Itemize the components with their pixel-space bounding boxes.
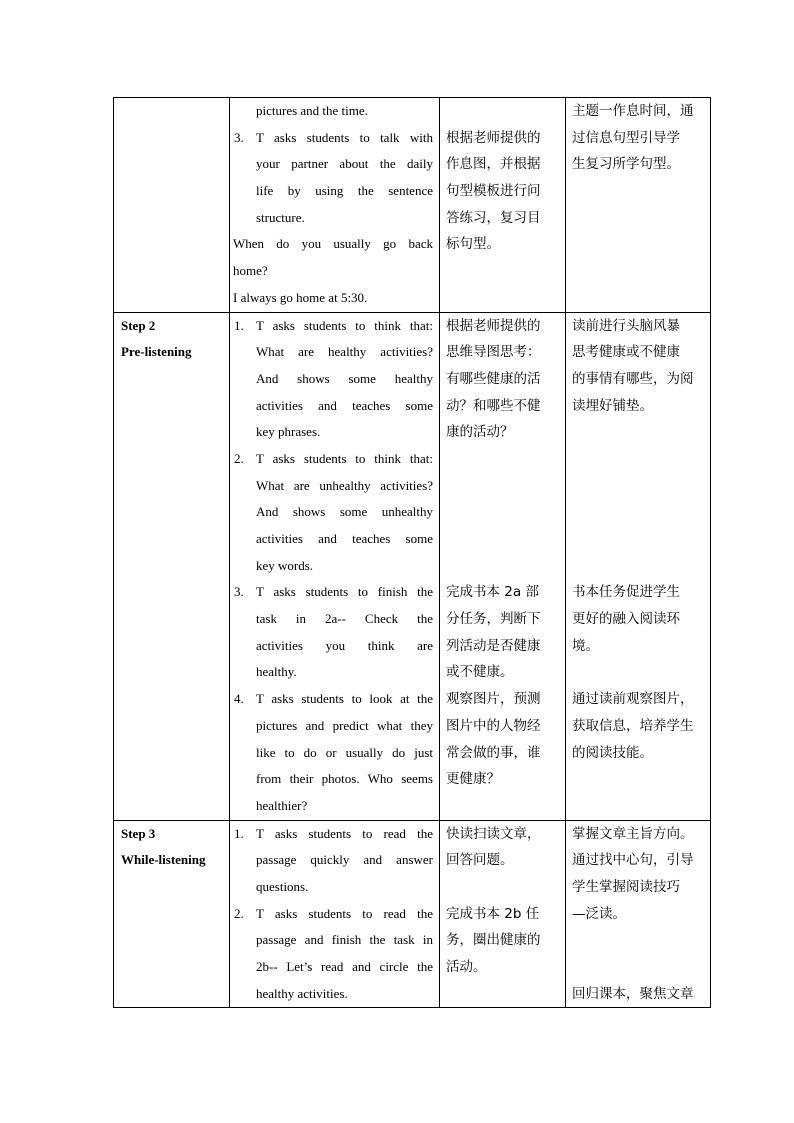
text-line: 务，圈出健康的 xyxy=(446,932,541,949)
text-line: 书本任务促进学生 xyxy=(572,584,680,601)
text-line: 列活动是否健康 xyxy=(446,637,541,654)
text-line: passage and finish the task in xyxy=(256,932,433,948)
text-line: 更好的融入阅读环 xyxy=(572,611,680,628)
item-number: 1. xyxy=(234,825,244,841)
text-line: 读前进行头脑风暴 xyxy=(572,317,680,334)
procedure-cell xyxy=(230,312,440,820)
text-line: 通过读前观察图片， xyxy=(572,691,694,708)
item-text: T asks students to read the xyxy=(256,825,433,841)
text-line: healthier? xyxy=(256,797,308,813)
blank-line xyxy=(572,473,705,500)
procedure-item xyxy=(230,125,439,232)
lesson-plan-table xyxy=(113,97,711,1008)
blank-line xyxy=(572,419,705,446)
text-line: And shows some healthy xyxy=(256,370,433,386)
text-line: passage quickly and answer xyxy=(256,852,433,868)
text-line: 思维导图思考： xyxy=(446,344,541,361)
text-line: 或不健康。 xyxy=(446,664,514,681)
text-line: 回答问题。 xyxy=(446,852,514,869)
text-line: 生复习所学句型。 xyxy=(572,156,680,173)
text-line: from their photos. Who seems xyxy=(256,771,433,787)
item-text: T asks students to think that: xyxy=(256,317,433,333)
text-line xyxy=(234,579,433,606)
table-row xyxy=(114,312,711,820)
text-line: 更健康？ xyxy=(446,771,500,788)
blank-line xyxy=(446,526,560,553)
step-number: Step 3 xyxy=(121,825,156,841)
text-line: structure. xyxy=(256,209,305,225)
text-line xyxy=(234,313,433,340)
text-line: When do you usually go back xyxy=(233,236,433,252)
text-line: life by using the sentence xyxy=(256,183,433,199)
text-line: 作息图，并根据 xyxy=(446,156,541,173)
blank-line xyxy=(572,927,705,954)
text-line: task in 2a-- Check the xyxy=(256,611,433,627)
step-cell xyxy=(114,312,230,820)
text-line: key phrases. xyxy=(256,424,321,440)
text-line: 的事情有哪些，为阅 xyxy=(572,370,694,387)
text-line xyxy=(234,901,433,928)
text-line: 完成书本 2b 任 xyxy=(446,905,540,922)
text-line: 学生掌握阅读技巧 xyxy=(572,878,680,895)
text-line: 常会做的事，谁 xyxy=(446,744,541,761)
procedure-item xyxy=(230,686,439,819)
text-line: 境。 xyxy=(572,637,599,654)
text-line: questions. xyxy=(256,878,309,894)
text-line: activities you think are xyxy=(256,637,433,653)
blank-line xyxy=(572,526,705,553)
student-activity-cell xyxy=(440,820,566,1008)
blank-line xyxy=(572,499,705,526)
text-line: 根据老师提供的 xyxy=(446,317,541,334)
procedure-item xyxy=(230,579,439,686)
table-row xyxy=(114,98,711,313)
blank-line xyxy=(446,98,560,125)
text-line: 观察图片，预测 xyxy=(446,691,541,708)
text-line: 活动。 xyxy=(446,959,487,975)
student-activity-cell xyxy=(440,312,566,820)
item-text: T asks students to look at the xyxy=(256,691,433,707)
text-line: activities and teaches some xyxy=(256,397,433,413)
blank-line xyxy=(572,446,705,473)
blank-line xyxy=(446,446,560,473)
text-line: healthy. xyxy=(256,664,297,680)
text-line: I always go home at 5:30. xyxy=(233,289,368,305)
blank-line xyxy=(572,954,705,981)
blank-line xyxy=(446,553,560,580)
step-number: Step 2 xyxy=(121,317,156,333)
text-line: 根据老师提供的 xyxy=(446,129,541,146)
text-line: 过信息句型引导学 xyxy=(572,129,680,146)
text-line: 主题一作息时间，通 xyxy=(572,103,694,119)
blank-line xyxy=(572,553,705,580)
text-line: 动？和哪些不健 xyxy=(446,397,541,414)
text-line: 2b-- Let’s read and circle the xyxy=(256,959,433,974)
text-line xyxy=(234,125,433,152)
procedure-item xyxy=(230,901,439,1008)
procedure-cell xyxy=(230,820,440,1008)
text-line: 完成书本 2a 部 xyxy=(446,584,539,601)
text-line: 图片中的人物经 xyxy=(446,717,541,734)
text-line: 通过找中心句，引导 xyxy=(572,852,694,869)
purpose-cell xyxy=(566,820,711,1008)
text-line: pictures and the time. xyxy=(256,103,368,118)
table-row xyxy=(114,820,711,1008)
text-line: home? xyxy=(233,263,268,279)
text-line: What are healthy activities? xyxy=(256,344,433,360)
text-line: What are unhealthy activities? xyxy=(256,477,433,493)
text-line: 分任务，判断下 xyxy=(446,611,541,628)
text-line: healthy activities. xyxy=(256,985,348,1001)
text-line: activities and teaches some xyxy=(256,531,433,546)
item-number: 4. xyxy=(234,691,244,707)
purpose-cell xyxy=(566,98,711,313)
step-title: While-listening xyxy=(121,852,206,868)
text-line: 标句型。 xyxy=(446,236,500,253)
blank-line xyxy=(446,499,560,526)
item-text: T asks students to think that: xyxy=(256,450,433,466)
procedure-item xyxy=(230,821,439,901)
text-line: 读埋好铺垫。 xyxy=(572,397,653,414)
text-line: your partner about the daily xyxy=(256,156,433,172)
purpose-cell xyxy=(566,312,711,820)
student-activity-cell xyxy=(440,98,566,313)
item-text: T asks students to talk with xyxy=(256,129,433,145)
text-line: 的阅读技能。 xyxy=(572,744,653,761)
item-number: 2. xyxy=(234,450,244,466)
text-line: 答练习，复习目 xyxy=(446,209,541,226)
item-number: 2. xyxy=(234,905,244,921)
text-line: like to do or usually do just xyxy=(256,744,433,760)
procedure-cell xyxy=(230,98,440,313)
blank-line xyxy=(446,473,560,500)
step-cell xyxy=(114,98,230,313)
procedure-item xyxy=(230,446,439,579)
text-line: 掌握文章主旨方向。 xyxy=(572,825,694,842)
text-line xyxy=(234,446,433,473)
text-line xyxy=(234,686,433,713)
text-line: key words. xyxy=(256,557,314,573)
text-line xyxy=(234,821,433,848)
text-line: 康的活动？ xyxy=(446,424,514,441)
text-line: —泛读。 xyxy=(572,905,626,922)
text-line: 有哪些健康的活 xyxy=(446,370,541,387)
item-text: T asks students to read the xyxy=(256,905,433,921)
text-line: And shows some unhealthy xyxy=(256,504,433,520)
item-number: 1. xyxy=(234,317,244,333)
item-number: 3. xyxy=(234,129,244,145)
item-text: T asks students to finish the xyxy=(256,584,433,600)
text-line: pictures and predict what they xyxy=(256,717,433,733)
text-line: 获取信息，培养学生 xyxy=(572,717,694,734)
item-number: 3. xyxy=(234,584,244,600)
blank-line xyxy=(446,874,560,901)
text-line: 回归课本，聚焦文章 xyxy=(572,985,694,1002)
step-cell xyxy=(114,820,230,1008)
procedure-item xyxy=(230,313,439,446)
text-line: 快读扫读文章， xyxy=(446,825,541,842)
text-line: 思考健康或不健康 xyxy=(572,344,680,361)
text-line: 句型模板进行问 xyxy=(446,183,541,200)
blank-line xyxy=(572,659,705,686)
step-title: Pre-listening xyxy=(121,344,192,360)
